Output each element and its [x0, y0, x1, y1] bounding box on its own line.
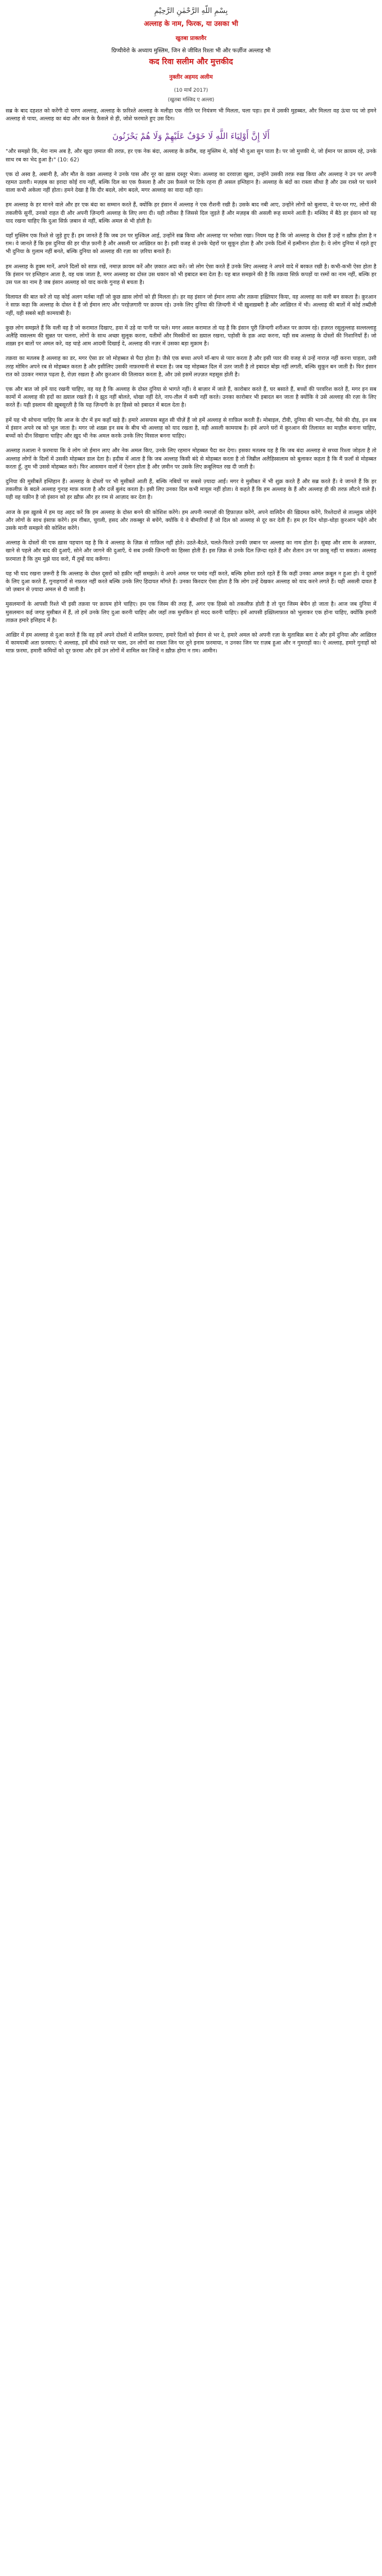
subtitle-top: अल्लाह के नाम, फिरक, या उसका भी	[144, 20, 238, 28]
paragraph: हमें यह भी सोचना चाहिए कि आज के दौर में हम कहाँ खड़े हैं। हमारे आसपास बहुत सी चीज़ें हैं जो हमें अल्लाह से ग़ाफ़िल करती हैं। मोबाइल, टीवी, दुनिया की भाग-दौड़, पैसे की दौड़, इन सब में इंसान अपने रब को भूल जाता है। मगर जो शख़्स इन सब के बीच भी अल्लाह को याद रखता है, वही असली कामयाब है। हमें अपने घरों में क़ुरआन की तिलावत का माहौल बनाना चाहिए, बच्चों को दीन सिखाना चाहिए और ख़ुद भी नेक अमल करके उनके लिए मिसाल बनना चाहिए।	[6, 417, 376, 440]
main-heading: कद रिवा सलीम और मुत्तकीद	[149, 57, 233, 66]
date-note: (खुतबा मस्जिद ए अल्ला)	[167, 97, 215, 103]
subtitle-line: ग्रिप्थीवेरो के अध्याय मुस्लिम, जिन से जीवित रिश्ता भी और फर्ज़ीज अल्लाह भी	[111, 48, 271, 54]
paragraph: एक दो अस्व है, अबानी है, और मौत के वक़्त अल्लाह ने उनके पास और नूर का ख़ास दस्तूर भेजा। अल्लाह का दरवाज़ा खुला, उन्होंने उसकी तरफ़ रुख़ किया और अल्लाह ने उन पर अपनी रहमत उतारी। मज़हब का इरादा कोई राय नहीं, बल्कि दिल का एक फ़ैसला है और उस फ़ैसले पर टिके रहना ही असल इम्तिहान है। अल्लाह के बंदों का रास्ता सीधा है और उस रास्ते पर चलने वाला कभी अकेला नहीं होता। हमने देखा है कि दौर बदले, लोग बदले, मगर अल्लाह का वादा वही रहा।	[6, 171, 376, 194]
paragraph: यह भी याद रखना ज़रूरी है कि अल्लाह के दोस्त दूसरों को हक़ीर नहीं समझते। वे अपने अमल पर घमंड नहीं करते, बल्कि हमेशा डरते रहते हैं कि कहीं उनका अमल क़बूल न हुआ हो। वे दूसरों के लिए दुआ करते हैं, गुनाहगारों से नफ़रत नहीं करते बल्कि उनके लिए हिदायत माँगते हैं। उनका किरदार ऐसा होता है कि लोग उन्हें देखकर अल्लाह को याद करने लगते हैं। यही असली दावत है जो ज़बान से ज़्यादा अमल से दी जाती है।	[6, 570, 376, 593]
paragraph: आख़िर में हम अल्लाह से दुआ करते हैं कि वह हमें अपने दोस्तों में शामिल फ़रमाए, हमारे दिलों को ईमान से भर दे, हमारे अमल को अपनी रज़ा के मुताबिक़ बना दे और हमें दुनिया और आख़िरत में कामयाबी अता फ़रमाए। ऐ अल्लाह, हमें सीधे रास्ते पर चला, उन लोगों का रास्ता जिन पर तूने इनाम फ़रमाया, न उनका जिन पर ग़ज़ब हुआ और न गुमराहों का। ऐ अल्लाह, हमारे गुनाहों को माफ़ फ़रमा, हमारी कमियों को दूर फ़रमा और हमें उन लोगों में शामिल कर जिन्हें न ख़ौफ़ होगा न ग़म। आमीन।	[6, 632, 377, 655]
author-name: नुक्तीर अहमद अलीम	[169, 74, 213, 80]
paragraph: अल्लाह तआला ने फ़रमाया कि वे लोग जो ईमान लाए और नेक अमल किए, उनके लिए रहमान मोहब्बत पैदा कर देगा। इसका मतलब यह है कि जब बंदा अल्लाह से सच्चा रिश्ता जोड़ता है तो अल्लाह लोगों के दिलों में उसकी मोहब्बत डाल देता है। हदीस में आता है कि जब अल्लाह किसी बंदे से मोहब्बत करता है तो जिब्रील अलैहिस्सलाम को बुलाकर कहता है कि मैं फ़लाँ से मोहब्बत करता हूँ, तुम भी उससे मोहब्बत करो। फिर आसमान वालों में ऐलान होता है और ज़मीन पर उसके लिए क़बूलियत रख दी जाती है।	[6, 448, 376, 470]
khutba-page	[0, 0, 382, 656]
paragraph: मुसलमानों के आपसी रिश्ते भी इसी तक़वा पर क़ायम होने चाहिए। हम एक जिस्म की तरह हैं, अगर एक हिस्से को तकलीफ़ होती है तो पूरा जिस्म बेचैन हो जाता है। आज जब दुनिया में मुसलमान कई जगह मुसीबत में हैं, तो हमें उनके लिए दुआ करनी चाहिए और जहाँ तक मुमकिन हो मदद करनी चाहिए। हमें आपसी इख़्तिलाफ़ात को भुलाकर एक होना चाहिए, क्योंकि हमारी ताक़त हमारे इत्तिहाद में है।	[6, 601, 376, 624]
paragraph: अल्लाह के दोस्तों की एक ख़ास पहचान यह है कि वे अल्लाह के ज़िक्र से ग़ाफ़िल नहीं होते। उठते-बैठते, चलते-फिरते उनकी ज़बान पर अल्लाह का नाम होता है। सुबह और शाम के अज़कार, खाने से पहले और बाद की दुआएँ, सोने और जागने की दुआएँ, ये सब उनकी ज़िन्दगी का हिस्सा होती हैं। इस ज़िक्र से उनके दिल ज़िन्दा रहते हैं और शैतान उन पर क़ाबू नहीं पा सकता। अल्लाह फ़रमाता है कि तुम मुझे याद करो, मैं तुम्हें याद करूँगा।	[6, 540, 376, 562]
paragraph: तक़वा का मतलब है अल्लाह का डर, मगर ऐसा डर जो मोहब्बत से पैदा होता है। जैसे एक बच्चा अपने माँ-बाप से प्यार करता है और इसी प्यार की वजह से उन्हें नाराज़ नहीं करना चाहता, उसी तरह मोमिन अपने रब से मोहब्बत करता है और इसीलिए उसकी नाफ़रमानी से बचता है। जब यह मोहब्बत दिल में उतर जाती है तो इबादत बोझ नहीं लगती, बल्कि सुकून बन जाती है। फिर इंसान रात को उठकर नमाज़ पढ़ता है, रोज़ा रखता है और क़ुरआन की तिलावत करता है, और उसे इसमें लज़्ज़त महसूस होती है।	[6, 355, 376, 378]
paragraph: "और समझो कि, मेरा नाम अब है, और खुदा ज़मात की तरफ़, हर एक नेक बंदा, अल्लाह के क़रीब, वह मुस्लिम थे, कोई भी दुआ सुन पाता है। पर जो मुत्तकी थे, जो ईमान पर क़ायम रहे, उनके साथ रब का भेद हुआ है।" (10: 62)	[6, 148, 376, 163]
paragraph: विलायत की बात करें तो यह कोई अलग मर्तबा नहीं जो कुछ ख़ास लोगों को ही मिलता हो। हर वह इंसान जो ईमान लाया और तक़वा इख़्तियार किया, वह अल्लाह का वली बन सकता है। क़ुरआन ने साफ़ कहा कि अल्लाह के दोस्त वे हैं जो ईमान लाए और परहेज़गारी पर क़ायम रहे। उनके लिए दुनिया की ज़िन्दगी में भी ख़ुशख़बरी है और आख़िरत में भी। अल्लाह की बातों में कोई तब्दीली नहीं, यही सबसे बड़ी कामयाबी है।	[6, 294, 376, 317]
paragraph: यहाँ मुस्लिम एक रिश्ते से जुड़े हुए हैं। हम जानते हैं कि जब उन पर मुश्किल आई, उन्होंने सब्र किया और अल्लाह पर भरोसा रखा। नियम यह है कि जो अल्लाह के दोस्त हैं उन्हें न ख़ौफ़ होता है न ग़म। वे जानते हैं कि इस दुनिया की हर चीज़ फ़ानी है और असली घर आख़िरत का है। इसी वजह से उनके चेहरों पर सुकून होता है और उनके दिलों में इत्मीनान होता है। ये लोग दुनिया में रहते हुए भी दुनिया के ग़ुलाम नहीं बनते, बल्कि दुनिया को अल्लाह की रज़ा का ज़रिया बनाते हैं।	[6, 233, 376, 255]
bismillah: بِسْمِ اللّهِ الرَّحْمٰنِ الرَّحِيْمِ	[154, 7, 228, 15]
paragraph: कुछ लोग समझते हैं कि वली वह है जो करामात दिखाए, हवा में उड़े या पानी पर चले। मगर असल करामात तो यह है कि इंसान पूरी ज़िन्दगी शरीअत पर क़ायम रहे। हज़रत रसूलुल्लाह सल्लल्लाहु अलैहि वसल्लम की सुन्नत पर चलना, लोगों के साथ अच्छा सुलूक करना, यतीमों और मिस्कीनों का ख़्याल रखना, पड़ोसी के हक़ अदा करना, यही सब अल्लाह के दोस्तों की निशानियाँ हैं। जो शख़्स इन बातों पर अमल करे, वह चाहे आम आदमी दिखाई दे, अल्लाह की नज़र में उसका बड़ा मुक़ाम है।	[6, 325, 376, 348]
author-label: खुतबा प्राक्तवैर	[175, 35, 207, 42]
paragraph: दुनिया की मुसीबतें इम्तिहान हैं। अल्लाह के दोस्तों पर भी मुसीबतें आती हैं, बल्कि नबियों पर सबसे ज़्यादा आईं। मगर वे मुसीबत में भी शुक्र करते हैं और सब्र करते हैं। वे जानते हैं कि हर तकलीफ़ के बदले अल्लाह गुनाह माफ़ करता है और दर्जे बुलंद करता है। इसी लिए उनका दिल कभी मायूस नहीं होता। वे कहते हैं कि हम अल्लाह के हैं और अल्लाह ही की तरफ़ लौटने वाले हैं। यही वह यक़ीन है जो इंसान को हर ख़ौफ़ और हर ग़म से आज़ाद कर देता है।	[6, 478, 376, 501]
paragraph: सब्र के बाद दहशत को करेंगी दो चरण अल्लाह, अल्लाह के फ़रिश्ते अल्लाह के मलीहा एक नीति पर नियंत्रण भी मिलता, चला पड़ा। हम में उसकी मुहब्बत, और मिलता वह ऊंचा पद जो हमने अल्लाह से पाया, अल्लाह का बंदा और कल के फ़ैसले से ही, जोशे फरमाते हुए उस दिन।	[6, 108, 376, 123]
paragraph: हम अल्लाह के हुक्म मानें, अपने दिलों को साफ़ रखें, नमाज़ क़ायम करें और ज़कात अदा करें। जो लोग ऐसा करते हैं उनके लिए अल्लाह ने अपने वादे में बरकत रखी है। कभी-कभी ऐसा होता है कि इंसान पर इम्तिहान आता है, वह थक जाता है, मगर अल्लाह का दोस्त उस थकान को भी इबादत बना देता है। यह बात समझने की है कि तक़वा सिर्फ़ कपड़ों या रस्मों का नाम नहीं, बल्कि हर उस पल का नाम है जब इंसान अल्लाह को याद करके गुनाह से बचता है।	[6, 263, 376, 286]
paragraph: आज के इस ख़ुतबे में हम यह अहद करें कि हम अल्लाह के दोस्त बनने की कोशिश करेंगे। हम अपनी नमाज़ों की हिफ़ाज़त करेंगे, अपने वालिदैन की ख़िदमत करेंगे, रिश्तेदारों से ताल्लुक़ जोड़ेंगे और लोगों के साथ इंसाफ़ करेंगे। हम ग़ीबत, चुग़ली, हसद और तकब्बुर से बचेंगे, क्योंकि ये वे बीमारियाँ हैं जो दिल को अल्लाह से दूर कर देती हैं। हम हर दिन थोड़ा-थोड़ा क़ुरआन पढ़ेंगे और उसके मानी समझने की कोशिश करेंगे।	[6, 509, 376, 532]
quran-verse: أَلَا إِنَّ أَوْلِيَاءَ اللَّهِ لَا خَوْفٌ عَلَيْهِمْ وَلَا هُمْ يَحْزَنُونَ	[112, 131, 270, 142]
paragraph: हम अल्लाह के हर मानने वाले और हर एक बंदा का सम्मान करते हैं, क्योंकि हर इंसान में अल्लाह ने एक रौशनी रखी है। उसके बाद नबी आए, उन्होंने लोगों को बुलाया, वे घर-घर गए, लोगों की तकलीफें सुनीं, उनको राहत दी और अपनी ज़िन्दगी अल्लाह के लिए लगा दी। यही तरीका है जिससे दिल जुड़ते हैं और मज़हब की असली रूह सामने आती है। मस्जिद में बैठे हर इंसान को यह याद रखना चाहिए कि दुआ सिर्फ़ ज़बान से नहीं, बल्कि अमल से भी होती है।	[6, 202, 376, 224]
paragraph: एक और बात जो हमें याद रखनी चाहिए, वह यह है कि अल्लाह के दोस्त दुनिया से भागते नहीं। वे बाज़ार में जाते हैं, कारोबार करते हैं, घर बसाते हैं, बच्चों की परवरिश करते हैं, मगर इन सब कामों में अल्लाह की हदों का ख़्याल रखते हैं। वे झूठ नहीं बोलते, धोखा नहीं देते, नाप-तौल में कमी नहीं करते। उनका कारोबार भी इबादत बन जाता है क्योंकि वे उसे अल्लाह की रज़ा के लिए करते हैं। यही इस्लाम की ख़ूबसूरती है कि यह ज़िन्दगी के हर हिस्से को इबादत में बदल देता है।	[6, 386, 376, 409]
body-text	[6, 107, 376, 656]
date: (10 मार्च 2017)	[174, 88, 208, 93]
